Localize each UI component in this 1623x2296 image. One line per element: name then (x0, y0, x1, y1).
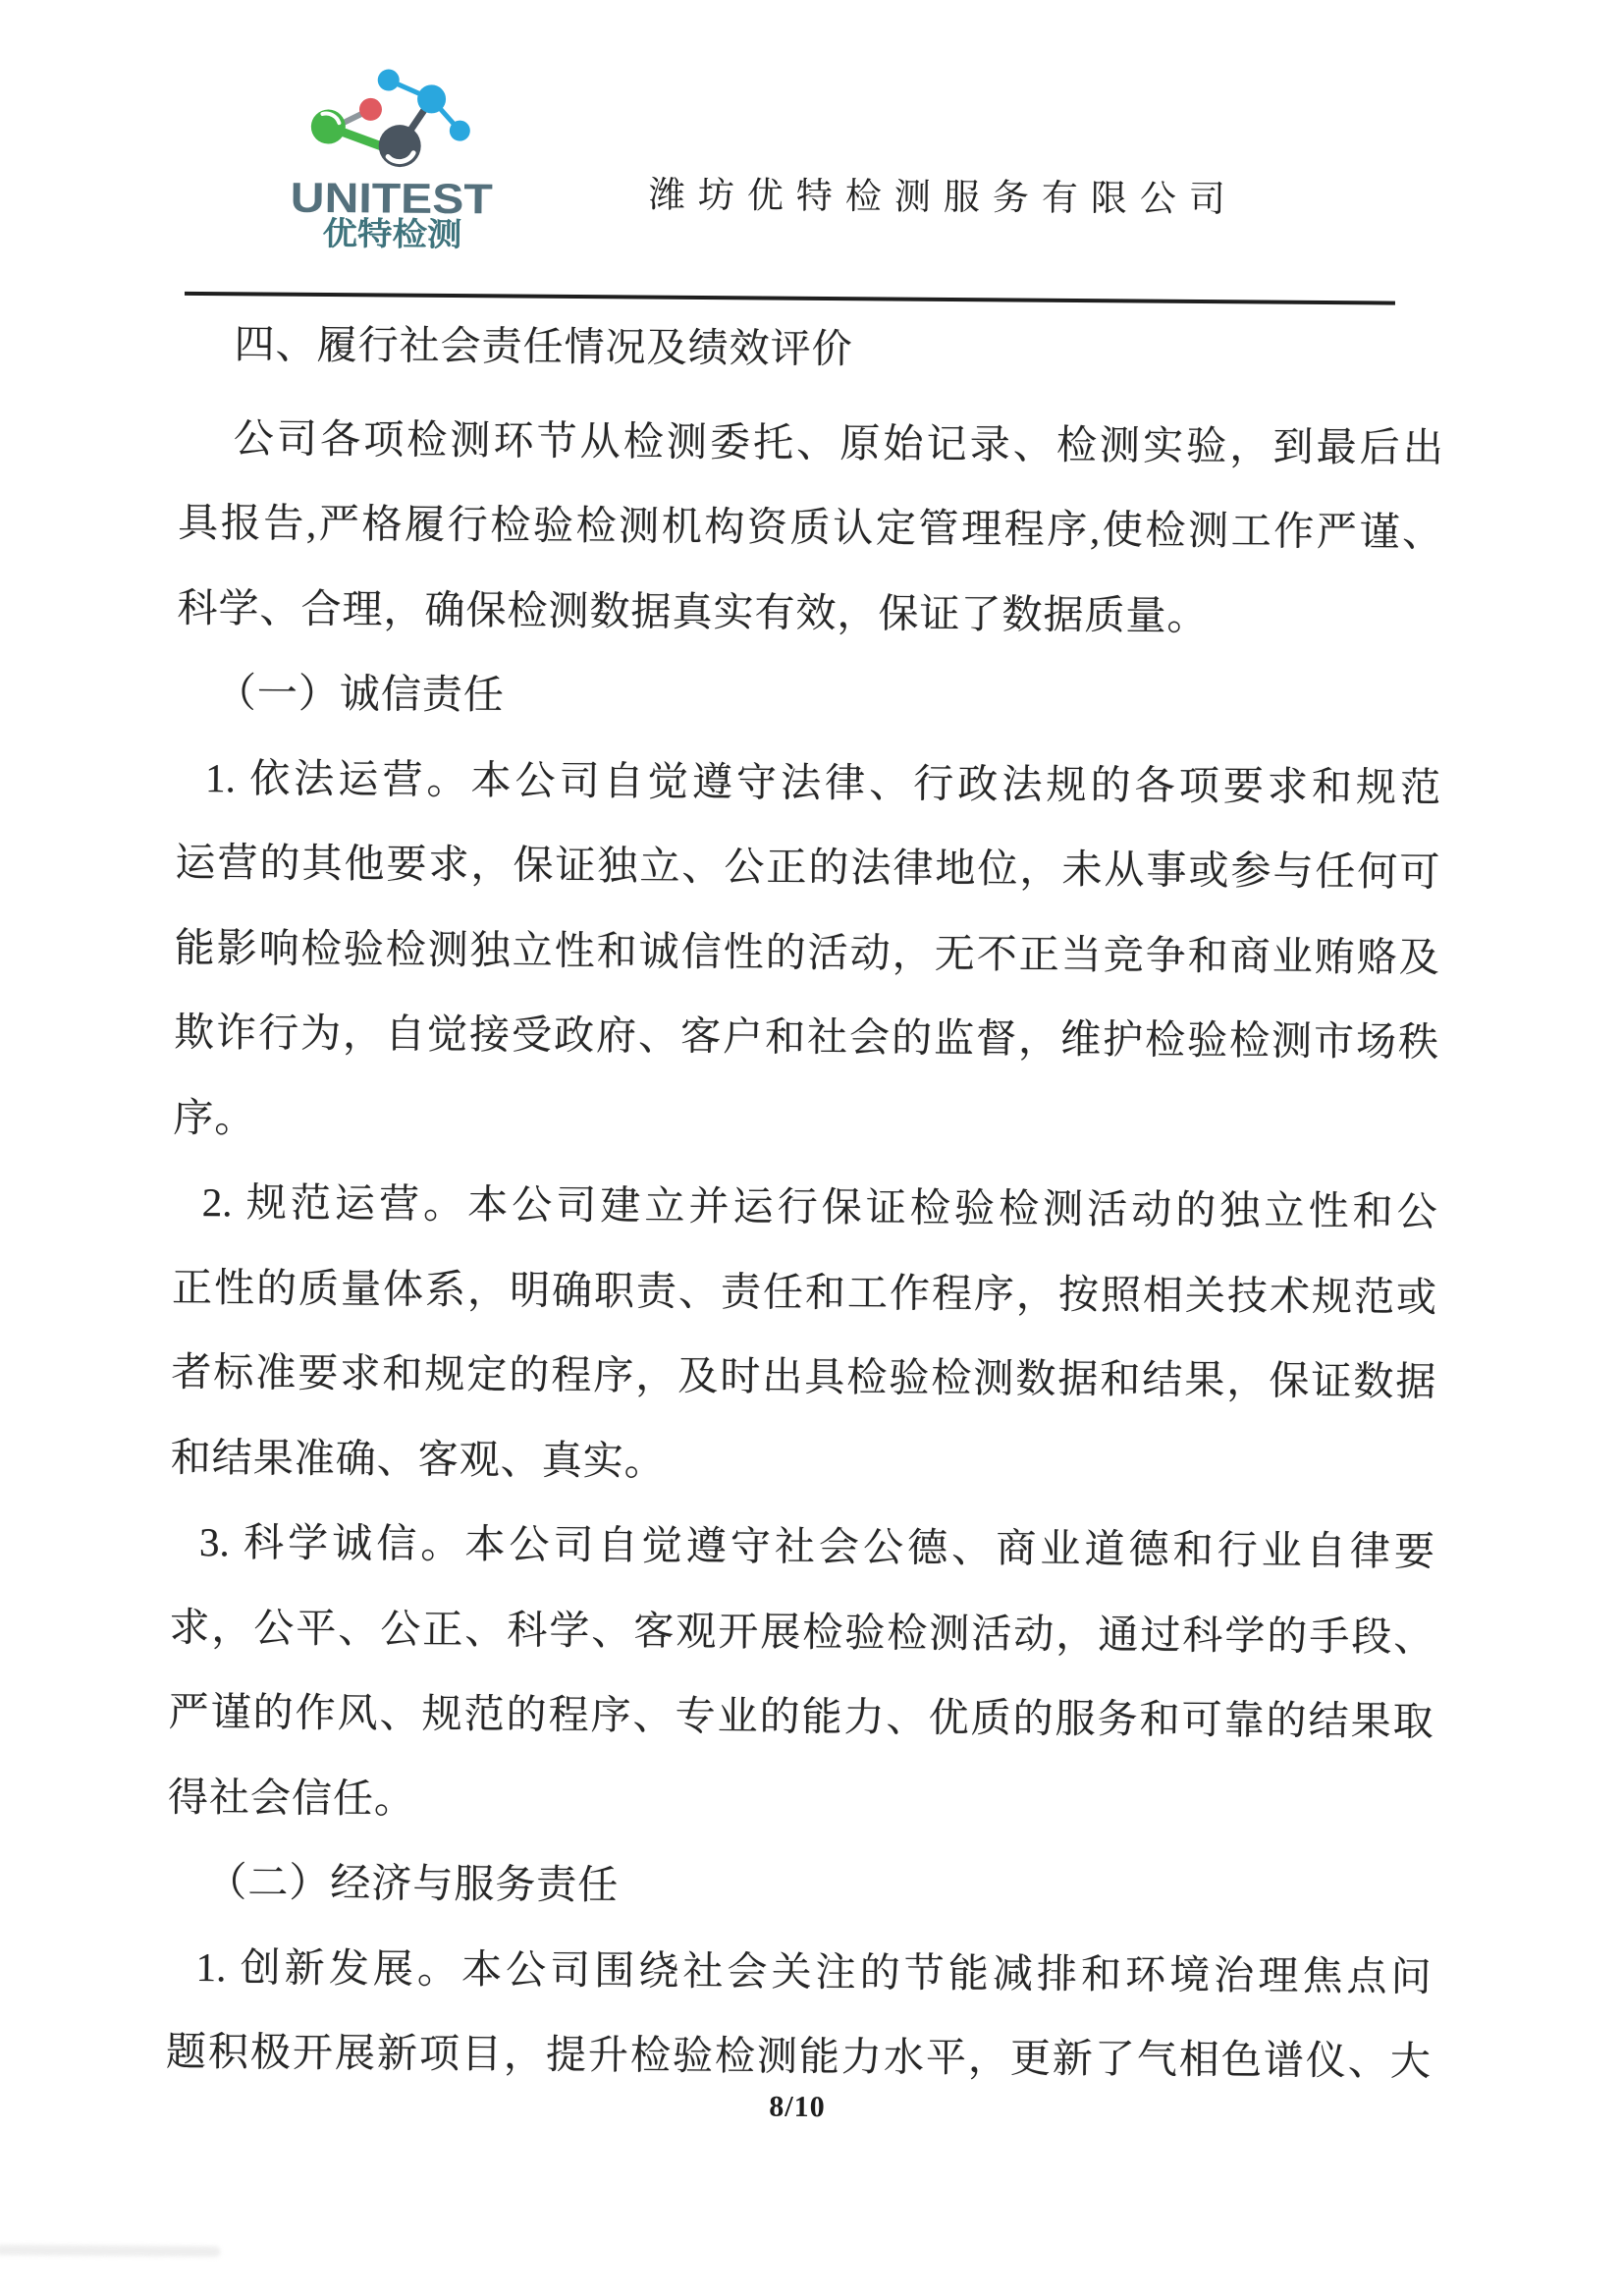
atom-red (359, 98, 382, 121)
doc-line: 3. 科学诚信。本公司自觉遵守社会公德、商业道德和行业自律要 (198, 1519, 1435, 1574)
atom-blue-top (378, 69, 400, 90)
atom-blue-right (450, 121, 470, 141)
atom-blue-mid (417, 84, 446, 113)
unitest-logo (224, 47, 522, 277)
doc-line: 1. 依法运营。本公司自觉遵守法律、行政法规的各项要求和规范 (204, 754, 1441, 810)
doc-line: 1. 创新发展。本公司围绕社会关注的节能减排和环境治理焦点问 (195, 1943, 1432, 1999)
doc-line: 和结果准确、客观、真实。 (170, 1434, 666, 1484)
doc-line: 具报告,严格履行检验检测机构资质认定管理程序,使检测工作严谨、 (177, 499, 1443, 555)
section-heading: （二）经济与服务责任 (206, 1859, 620, 1908)
page-header (0, 0, 1623, 315)
section-heading: 四、履行社会责任情况及绩效评价 (234, 321, 853, 372)
molecule-icon (311, 69, 471, 168)
doc-line: 2. 规范运营。本公司建立并运行保证检验检测活动的独立性和公 (201, 1179, 1437, 1234)
doc-line: 求，公平、公正、科学、客观开展检验检测活动，通过科学的手段、 (169, 1604, 1434, 1660)
logo-brand-cn: 优特检测 (322, 215, 453, 253)
doc-line: 序。 (173, 1094, 256, 1140)
doc-line: 正性的质量体系，明确职责、责任和工作程序，按照相关技术规范或 (171, 1264, 1437, 1320)
doc-line: 公司各项检测环节从检测委托、原始记录、检测实验，到最后出 (233, 414, 1443, 470)
document-body (166, 301, 1444, 2105)
doc-line: 得社会信任。 (167, 1774, 416, 1822)
doc-line: 题积极开展新项目，提升检验检测能力水平，更新了气相色谱仪、大 (165, 2028, 1432, 2084)
scan-smudge (0, 2244, 220, 2257)
page-number: 8/10 (769, 2090, 826, 2124)
doc-line: 严谨的作风、规范的程序、专业的能力、优质的服务和可靠的结果取 (168, 1688, 1434, 1744)
doc-line: 者标准要求和规定的程序，及时出具检验检测数据和结果，保证数据 (171, 1348, 1436, 1404)
logo-brand-latin: UNITEST (290, 174, 471, 224)
doc-line: 欺诈行为，自觉接受政府、客户和社会的监督，维护检验检测市场秩 (173, 1009, 1439, 1065)
doc-line: 科学、合理，确保检测数据真实有效，保证了数据质量。 (177, 584, 1209, 638)
doc-line: 运营的其他要求，保证独立、公正的法律地位，未从事或参与任何可 (175, 839, 1440, 895)
doc-line: 能影响检验检测独立性和诚信性的活动，无不正当竞争和商业贿赂及 (174, 924, 1439, 980)
section-heading: （一）诚信责任 (215, 670, 505, 718)
company-name: 潍坊优特检测服务有限公司 (648, 175, 1238, 221)
